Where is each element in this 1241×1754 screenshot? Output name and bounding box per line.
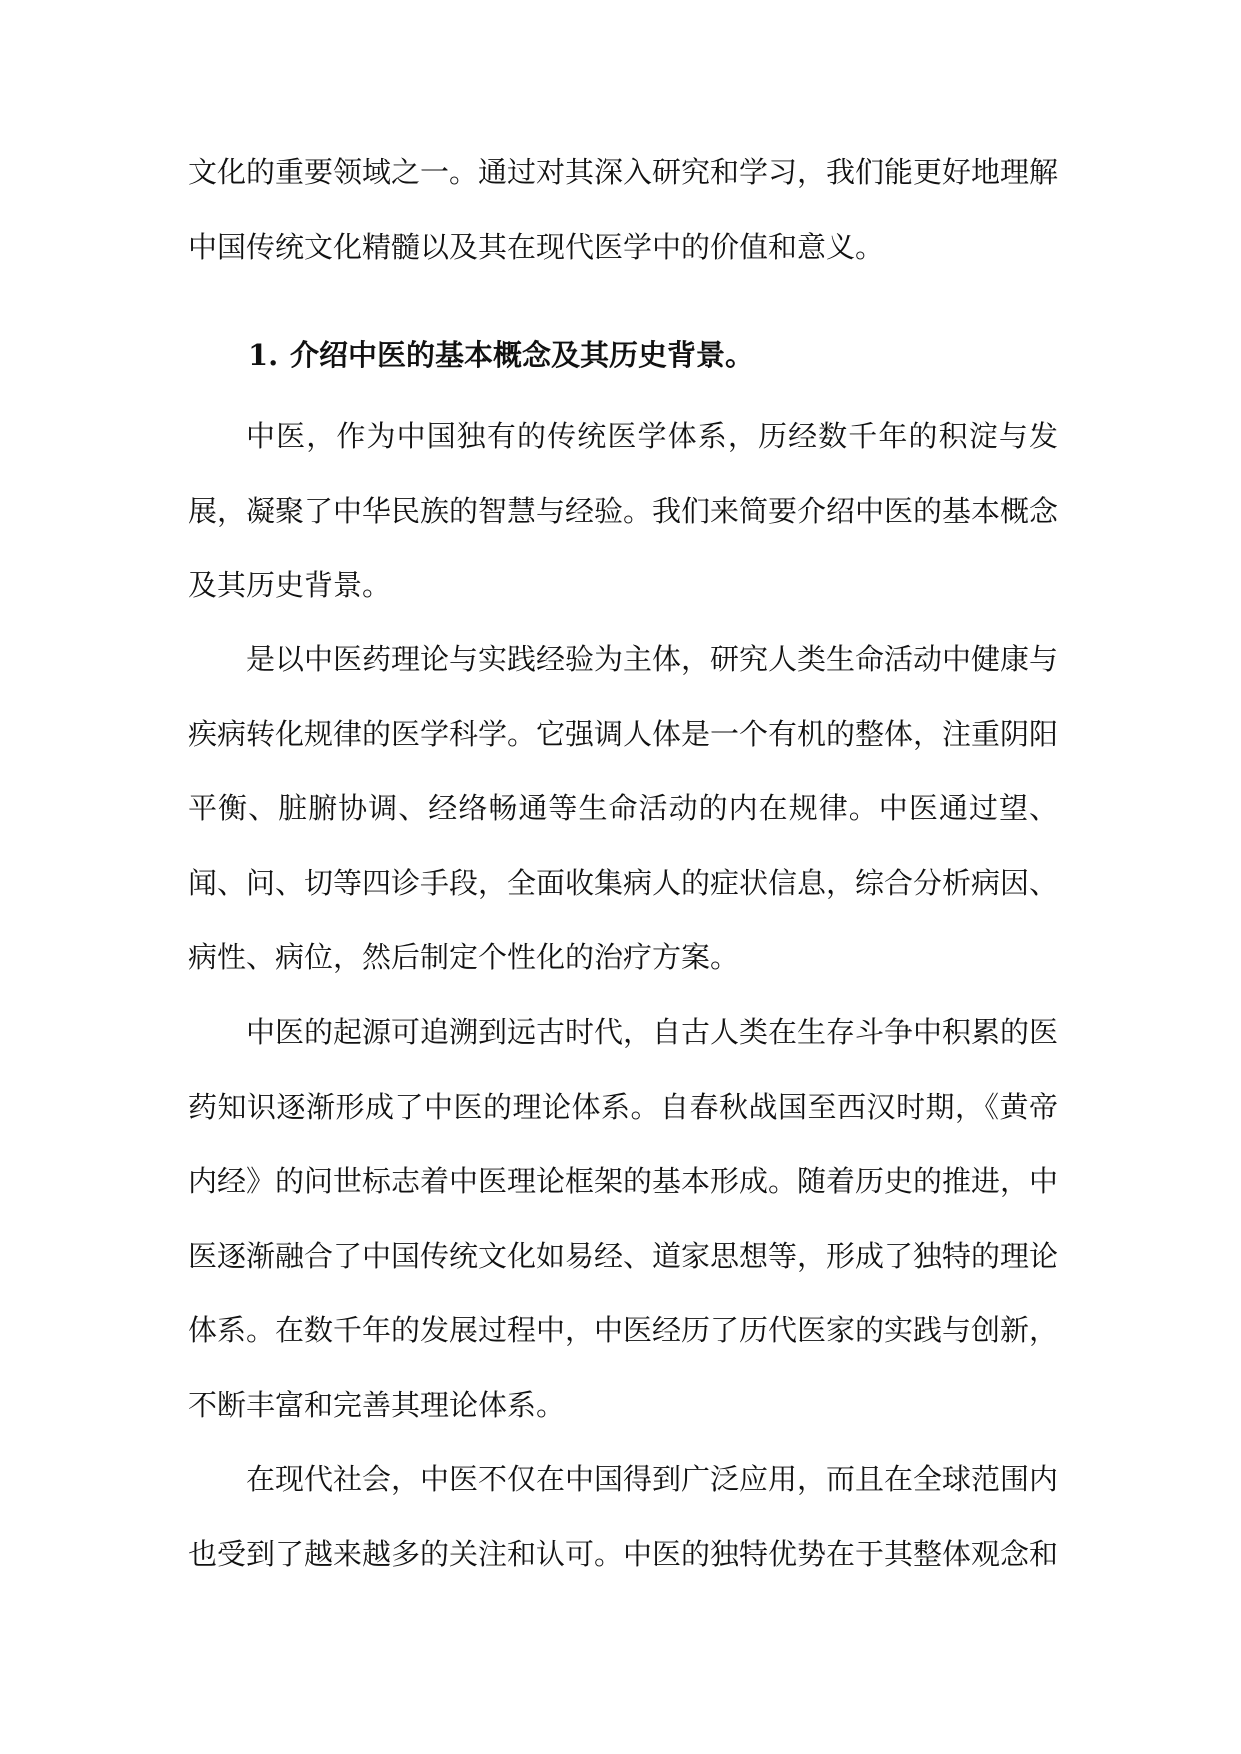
- continuation-paragraph: 文化的重要领域之一。通过对其深入研究和学习，我们能更好地理解中国传统文化精髓以及其在现代医学中的价值和意义。: [188, 155, 1059, 264]
- section-number: 1.: [248, 338, 279, 372]
- section-title: 介绍中医的基本概念及其历史背景。: [290, 338, 755, 372]
- paragraph: 中医的起源可追溯到远古时代，自古人类在生存斗争中积累的医药知识逐渐形成了中医的理论体系。自春秋战国至西汉时期，《黄帝内经》的问世标志着中医理论框架的基本形成。随着历史的推进，中医逐渐融合了中国传统文化如易经、道家思想等，形成了独特的理论体系。在数千年的发展过程中，中医经历了历代医家的实践与创新，不断丰富和完善其理论体系。: [188, 1015, 1059, 1422]
- paragraph: 是以中医药理论与实践经验为主体，研究人类生命活动中健康与疾病转化规律的医学科学。它强调人体是一个有机的整体，注重阴阳平衡、脏腑协调、经络畅通等生命活动的内在规律。中医通过望、闻、问、切等四诊手段，全面收集病人的症状信息，综合分析病因、病性、病位，然后制定个性化的治疗方案。: [188, 642, 1059, 974]
- paragraph: 中医，作为中国独有的传统医学体系，历经数千年的积淀与发展，凝聚了中华民族的智慧与经验。我们来简要介绍中医的基本概念及其历史背景。: [188, 419, 1059, 602]
- section-heading: [248, 325, 754, 385]
- paragraph: 在现代社会，中医不仅在中国得到广泛应用，而且在全球范围内也受到了越来越多的关注和认可。中医的独特优势在于其整体观念和: [188, 1462, 1059, 1571]
